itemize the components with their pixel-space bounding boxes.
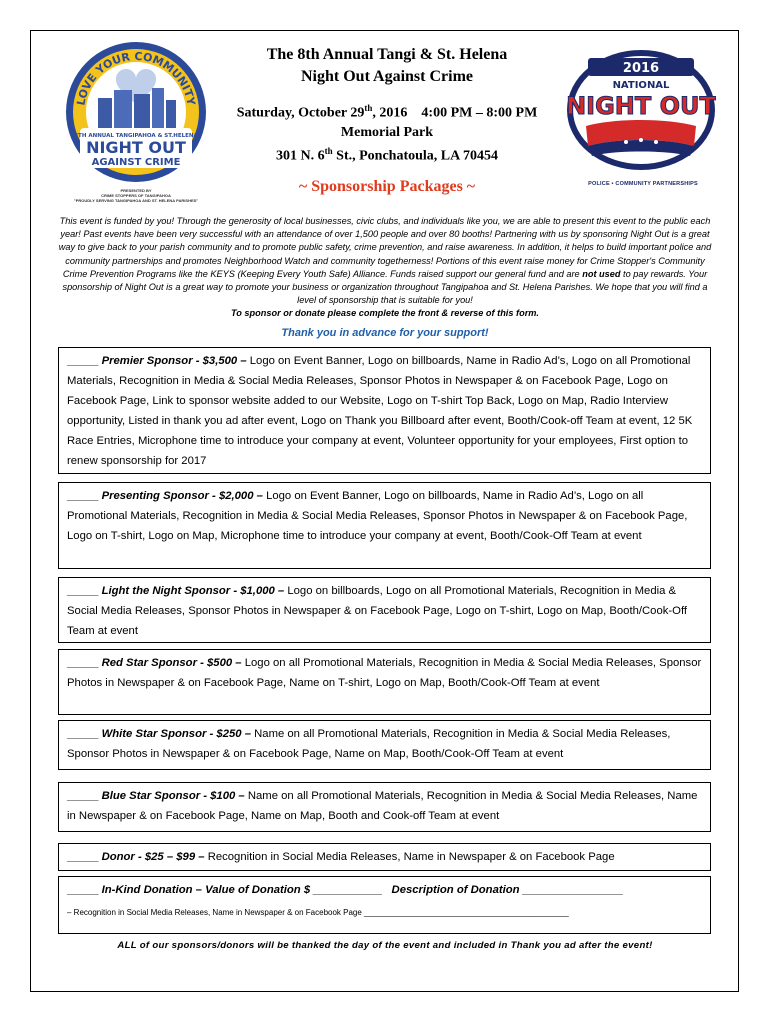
- selection-blank[interactable]: _____: [67, 585, 99, 597]
- sponsor-level-light-the-night[interactable]: [58, 577, 711, 643]
- in-kind-value-field[interactable]: In-Kind Donation – Value of Donation $ ___________: [101, 884, 383, 896]
- logo-caption-police-partnerships: POLICE • COMMUNITY PARTNERSHIPS: [588, 181, 698, 187]
- intro-paragraph: This event is funded by you! Through the generosity of local businesses, civic clubs, and individuals like you, we are able to present this event to the public each year! Past events have been very successful with an attendance of over 1,500 people and over 80 booths! Partnering with us by sponsoring Night Out is a great way to give back to your parish community and to promote public safety, crime prevention, and raise awareness. In addition, it helps to build important police and community partnerships and promotes Neighborhood Watch and community togetherness! Portions of this event raise money for Crime Stopper's Community Crime Prevention Programs like the KEYS (Keeping Every Youth Safe) Alliance. Funds raised support our general fund and are not used to pay rewards. Your sponsorship of Night Out is a great way to promote your business or organization throughout Tangipahoa and St. Helena Parishes. We hope that you will find a level of sponsorship that is suitable for you! To sponsor or donate please complete the front & reverse of this form.: [52, 215, 718, 321]
- event-venue: Memorial Park: [340, 124, 434, 140]
- thank-you-line: Thank you in advance for your support!: [281, 327, 489, 339]
- in-kind-recognition-line: – Recognition in Social Media Releases, Name in Newspaper & on Facebook Page ______________________________________________: [67, 908, 569, 918]
- level-name: White Star Sponsor - $250 –: [101, 728, 251, 740]
- in-kind-donation-box[interactable]: [58, 876, 711, 934]
- level-name: Presenting Sponsor - $2,000 –: [101, 490, 263, 502]
- level-benefits: Name on all Promotional Materials, Recognition in Media & Social Media Releases, Name in Newspaper & on Facebook Page, Name on Map, Booth and Cook-off Team at event: [67, 790, 698, 823]
- svg-text:NATIONAL: NATIONAL: [612, 80, 670, 91]
- svg-text:AGAINST CRIME: AGAINST CRIME: [91, 157, 181, 168]
- sponsor-level-blue-star[interactable]: [58, 782, 711, 832]
- event-header: [210, 44, 564, 165]
- level-name: Red Star Sponsor - $500 –: [101, 657, 242, 669]
- sponsor-level-red-star[interactable]: [58, 649, 711, 715]
- level-name: Premier Sponsor - $3,500 –: [101, 355, 247, 367]
- level-name: Blue Star Sponsor - $100 –: [101, 790, 245, 802]
- logo-caption: PRESENTED BY CRIME STOPPERS OF TANGIPAHOA "PROUDLY SERVING TANGIPAHOA AND ST. HELENA PARISHES": [73, 188, 199, 203]
- sponsor-level-presenting[interactable]: [58, 482, 711, 569]
- packages-heading: ~ Sponsorship Packages ~: [298, 178, 476, 195]
- national-night-out-logo: [566, 48, 716, 172]
- in-kind-description-field[interactable]: Description of Donation ________________: [391, 884, 624, 896]
- selection-blank[interactable]: _____: [67, 790, 99, 802]
- level-benefits: Recognition in Social Media Releases, Name in Newspaper & on Facebook Page: [207, 851, 615, 863]
- event-date: Saturday, October 29th, 2016 4:00 PM – 8:00 PM: [236, 103, 538, 121]
- svg-text:2016: 2016: [622, 61, 660, 76]
- level-name: Donor - $25 – $99 –: [101, 851, 205, 863]
- level-benefits: Name on all Promotional Materials, Recognition in Media & Social Media Releases, Sponsor Photos in Newspaper & on Facebook Page, Name on Map, Booth/Cook-Off Team at event: [67, 728, 671, 761]
- level-benefits: Logo on Event Banner, Logo on billboards, Name in Radio Ad’s, Logo on all Promotional Materials, Recognition in Media & Social Media Releases, Sponsor Photos in Newspaper & on Facebook Page, Logo on Facebook Page, Link to sponsor website added to our Website, Logo on T-shirt Top Back, Logo on Map, Radio Interview opportunity, Listed in thank you ad after event, Logo on Thank you Billboard after event, Booth/Cook-off Team at event, 12 5K Race Entries, Microphone time to introduce your company at event, Volunteer opportunity for your employees, First option to renew sponsorship for 2017: [67, 355, 693, 468]
- level-benefits: Logo on all Promotional Materials, Recognition in Media & Social Media Releases, Sponsor Photos in Newspaper & on Facebook Page, Name on T-shirt, Logo on Map, Booth/Cook-Off Team at event: [67, 657, 702, 690]
- selection-blank[interactable]: _____: [67, 851, 99, 863]
- selection-blank[interactable]: _____: [67, 728, 99, 740]
- sponsor-level-donor[interactable]: [58, 843, 711, 871]
- form-instruction: To sponsor or donate please complete the front & reverse of this form.: [230, 308, 539, 319]
- selection-blank[interactable]: _____: [67, 884, 99, 896]
- night-out-against-crime-logo: [64, 40, 208, 184]
- level-benefits: Logo on Event Banner, Logo on billboards, Name in Radio Ad’s, Logo on all Promotional Materials, Recognition in Media & Social Media Releases, Sponsor Photos in Newspaper & on Facebook Page, Logo on T-shirt, Logo on Map, Microphone time to introduce your company at event, Booth/Cook-Off Team at event: [67, 490, 688, 543]
- svg-text:8TH ANNUAL TANGIPAHOA & ST.HEL: 8TH ANNUAL TANGIPAHOA & ST.HELENA: [74, 133, 198, 139]
- selection-blank[interactable]: _____: [67, 355, 99, 367]
- footer-note: ALL of our sponsors/donors will be thanked the day of the event and included in Thank you ad after the event!: [117, 940, 653, 951]
- level-name: Light the Night Sponsor - $1,000 –: [101, 585, 285, 597]
- event-address: 301 N. 6th St., Ponchatoula, LA 70454: [276, 145, 498, 164]
- sponsor-level-premier[interactable]: [58, 347, 711, 474]
- svg-text:LOVE YOUR COMMUNITY: LOVE YOUR COMMUNITY: [74, 49, 198, 107]
- level-benefits: Logo on billboards, Logo on all Promotional Materials, Recognition in Media & Social Media Releases, Sponsor Photos in Newspaper & on Facebook Page, Logo on T-shirt, Logo on Map, Booth/Cook-Off Team at event: [67, 585, 688, 638]
- svg-text:NIGHT OUT: NIGHT OUT: [566, 92, 716, 120]
- selection-blank[interactable]: _____: [67, 490, 99, 502]
- sponsor-level-white-star[interactable]: [58, 720, 711, 770]
- selection-blank[interactable]: _____: [67, 657, 99, 669]
- event-title: The 8th Annual Tangi & St. Helena: [266, 46, 508, 63]
- svg-text:NIGHT OUT: NIGHT OUT: [86, 138, 186, 157]
- event-subtitle: Night Out Against Crime: [301, 68, 473, 85]
